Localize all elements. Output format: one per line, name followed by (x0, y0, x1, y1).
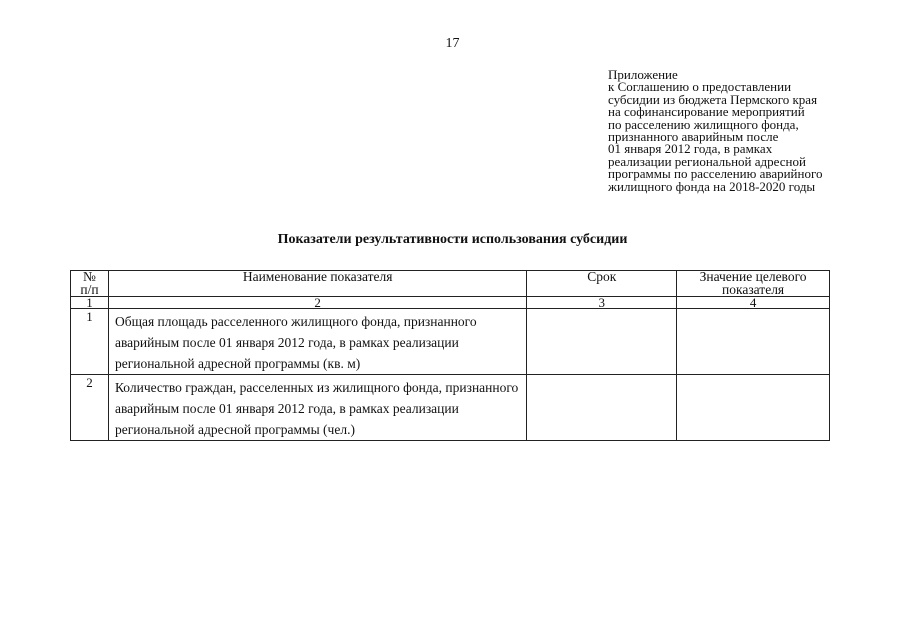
column-number: 1 (71, 297, 109, 309)
header-num: № п/п (71, 271, 109, 297)
appendix-line: программы по расселению аварийного (608, 166, 823, 182)
indicator-term (527, 309, 677, 375)
indicator-target-value (677, 309, 830, 375)
indicator-name: Общая площадь расселенного жилищного фонда, признанного аварийным после 01 января 2012 года, в рамках реализации региональной адресной программы (кв. м) (108, 309, 526, 375)
appendix-line: Приложение (608, 67, 678, 82)
row-number: 2 (71, 375, 109, 441)
appendix-line: 01 января 2012 года, в рамках (608, 141, 773, 157)
appendix-line: по расселению жилищного фонда, (608, 116, 799, 132)
header-name: Наименование показателя (108, 271, 526, 297)
column-number-row (71, 297, 830, 309)
page-number: 17 (445, 36, 460, 51)
row-number: 1 (71, 309, 109, 375)
column-number: 2 (108, 297, 526, 309)
indicator-name: Количество граждан, расселенных из жилищного фонда, признанного аварийным после 01 января 2012 года, в рамках реализации региональной адресной программы (чел.) (108, 375, 526, 441)
appendix-line: к Соглашению о предоставлении (608, 79, 792, 95)
appendix-line: реализации региональной адресной (608, 153, 806, 169)
header-target-value: Значение целевого показателя (677, 271, 830, 297)
appendix-block (608, 69, 898, 193)
appendix-line: жилищного фонда на 2018-2020 годы (608, 178, 816, 194)
indicator-target-value (677, 375, 830, 441)
document-title: Показатели результативности использования субсидии (277, 232, 628, 247)
table-row (71, 309, 830, 375)
appendix-line: на софинансирование мероприятий (608, 104, 805, 120)
indicators-table (70, 270, 830, 441)
indicator-term (527, 375, 677, 441)
column-number: 3 (527, 297, 677, 309)
appendix-line: признанного аварийным после (608, 129, 779, 145)
appendix-line: субсидии из бюджета Пермского края (608, 91, 818, 107)
table-header-row (71, 271, 830, 297)
header-term: Срок (527, 271, 677, 297)
table-row (71, 375, 830, 441)
column-number: 4 (677, 297, 830, 309)
